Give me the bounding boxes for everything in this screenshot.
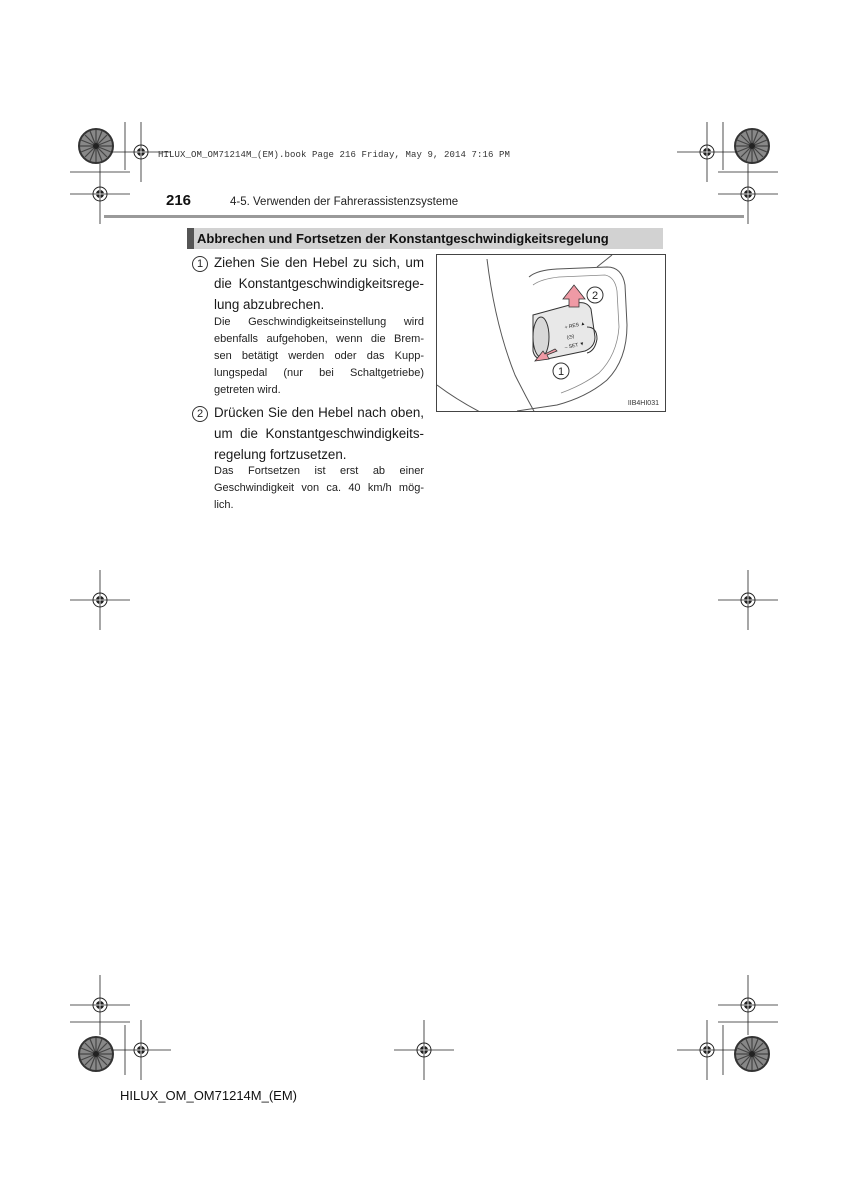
step-1-number: 1 [192, 256, 208, 272]
footer-doc-id: HILUX_OM_OM71214M_(EM) [120, 1088, 297, 1103]
figure-code: IIB4HI031 [627, 400, 659, 407]
step-2-text: Drücken Sie den Hebel nach oben, um die Konstantgeschwindigkeits- regelung fortzusetzen. [214, 405, 424, 462]
header-rule [104, 215, 744, 218]
print-header: HILUX_OM_OM71214M_(EM).book Page 216 Friday, May 9, 2014 7:16 PM [158, 150, 511, 160]
section-title: Abbrechen und Fortsetzen der Konstantgeschwindigkeitsregelung [197, 231, 609, 246]
lever-drawing [437, 255, 666, 412]
callout-2: 2 [591, 290, 599, 302]
step-1-note: Die Geschwindigkeitseinstellung wird ebenfalls aufgehoben, wenn die Brem- sen betätigt werden oder das Kupp- lungspedal (nur bei Schaltgetriebe) getreten wird. [214, 316, 424, 396]
page-number: 216 [166, 192, 192, 209]
step-1-text: Ziehen Sie den Hebel zu sich, um die Konstantgeschwindigkeitsrege- lung abzubrechen. [214, 255, 424, 312]
section-reference: 4-5. Verwenden der Fahrerassistenzsysteme [230, 196, 459, 208]
lever-label-distance: (◷) [566, 333, 575, 341]
step-2-number: 2 [192, 406, 208, 422]
step-2-note: Das Fortsetzen ist erst ab einer Geschwindigkeit von ca. 40 km/h mög- lich. [214, 465, 424, 511]
lever-label-res: + RES ▲ [564, 320, 586, 331]
callout-1: 1 [557, 366, 565, 378]
lever-label-set: – SET ▼ [564, 340, 586, 351]
lever-illustration [436, 254, 666, 412]
